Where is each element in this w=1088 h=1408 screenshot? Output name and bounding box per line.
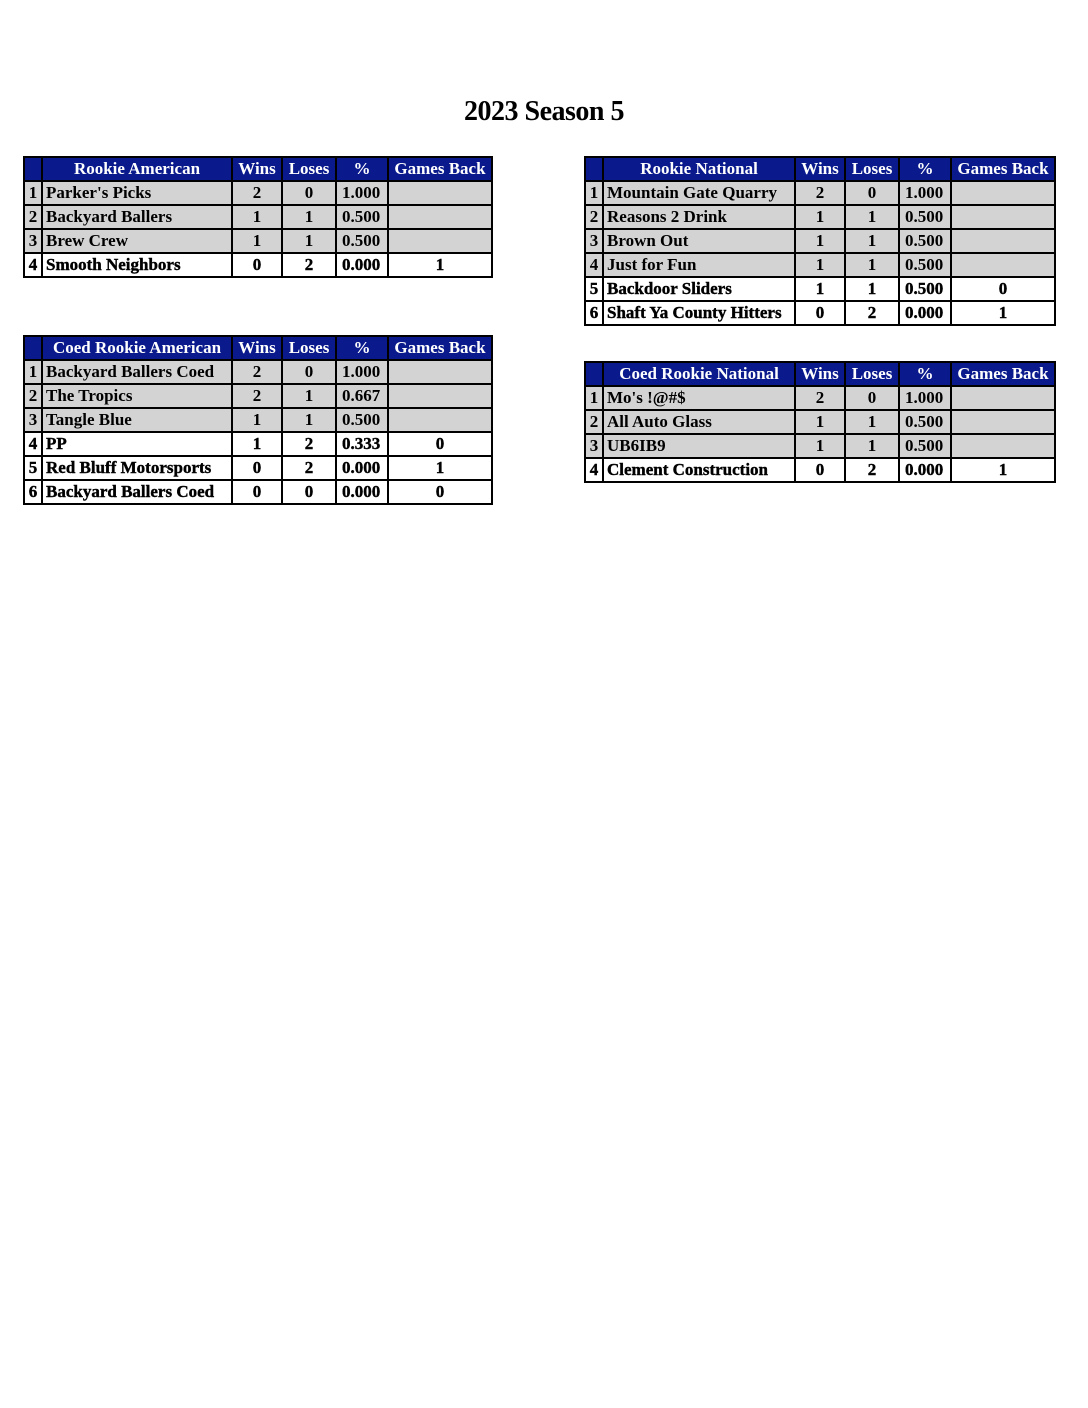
rank-cell: 2 [585, 205, 603, 229]
pct-cell: 0.500 [336, 408, 388, 432]
table-row [585, 434, 1055, 458]
loses-cell: 2 [282, 456, 336, 480]
rank-cell: 6 [24, 480, 42, 504]
pct-cell: 0.500 [899, 434, 951, 458]
wins-cell: 1 [795, 229, 845, 253]
rank-cell: 4 [24, 253, 42, 277]
table-row [585, 458, 1055, 482]
pct-cell: 0.500 [899, 410, 951, 434]
loses-cell: 1 [845, 277, 899, 301]
loses-cell: 0 [282, 181, 336, 205]
loses-cell: 1 [845, 229, 899, 253]
rank-cell: 2 [585, 410, 603, 434]
games-back-cell [951, 181, 1055, 205]
table-header-row [24, 336, 492, 360]
header-pct: % [336, 336, 388, 360]
wins-cell: 2 [232, 360, 282, 384]
loses-cell: 1 [845, 205, 899, 229]
header-rank [585, 362, 603, 386]
table-row [585, 253, 1055, 277]
rank-cell: 3 [24, 229, 42, 253]
table-row [24, 205, 492, 229]
games-back-cell [388, 384, 492, 408]
wins-cell: 1 [232, 229, 282, 253]
rank-cell: 3 [24, 408, 42, 432]
pct-cell: 0.000 [336, 456, 388, 480]
team-cell: Just for Fun [603, 253, 795, 277]
table-header-row [585, 362, 1055, 386]
team-cell: Red Bluff Motorsports [42, 456, 232, 480]
header-games-back: Games Back [951, 362, 1055, 386]
header-division: Coed Rookie National [603, 362, 795, 386]
header-division: Rookie American [42, 157, 232, 181]
wins-cell: 1 [795, 277, 845, 301]
header-games-back: Games Back [388, 336, 492, 360]
wins-cell: 0 [232, 456, 282, 480]
team-cell: Mountain Gate Quarry [603, 181, 795, 205]
wins-cell: 1 [795, 253, 845, 277]
team-cell: Smooth Neighbors [42, 253, 232, 277]
table-row [585, 386, 1055, 410]
table-row [24, 384, 492, 408]
loses-cell: 1 [282, 384, 336, 408]
games-back-cell [951, 410, 1055, 434]
loses-cell: 0 [282, 360, 336, 384]
games-back-cell [951, 434, 1055, 458]
wins-cell: 2 [795, 181, 845, 205]
team-cell: PP [42, 432, 232, 456]
games-back-cell [388, 181, 492, 205]
wins-cell: 1 [795, 410, 845, 434]
wins-cell: 0 [795, 458, 845, 482]
team-cell: Backyard Ballers [42, 205, 232, 229]
games-back-cell [951, 386, 1055, 410]
rookie-national-table [584, 156, 1056, 326]
loses-cell: 2 [282, 432, 336, 456]
team-cell: Mo's !@#$ [603, 386, 795, 410]
header-pct: % [336, 157, 388, 181]
header-division: Rookie National [603, 157, 795, 181]
table-row [585, 205, 1055, 229]
rank-cell: 3 [585, 229, 603, 253]
header-pct: % [899, 157, 951, 181]
games-back-cell: 0 [388, 432, 492, 456]
pct-cell: 0.000 [336, 253, 388, 277]
team-cell: Brew Crew [42, 229, 232, 253]
wins-cell: 0 [232, 253, 282, 277]
table-row [24, 181, 492, 205]
rank-cell: 1 [24, 181, 42, 205]
rank-cell: 5 [24, 456, 42, 480]
pct-cell: 0.500 [899, 253, 951, 277]
pct-cell: 0.500 [899, 229, 951, 253]
wins-cell: 1 [232, 408, 282, 432]
wins-cell: 0 [795, 301, 845, 325]
table-header-row [585, 157, 1055, 181]
wins-cell: 1 [232, 432, 282, 456]
loses-cell: 1 [282, 205, 336, 229]
header-pct: % [899, 362, 951, 386]
pct-cell: 0.000 [899, 458, 951, 482]
pct-cell: 0.500 [899, 205, 951, 229]
rank-cell: 6 [585, 301, 603, 325]
team-cell: Clement Construction [603, 458, 795, 482]
games-back-cell [388, 205, 492, 229]
loses-cell: 2 [845, 458, 899, 482]
wins-cell: 0 [232, 480, 282, 504]
team-cell: Backdoor Sliders [603, 277, 795, 301]
rank-cell: 1 [585, 181, 603, 205]
table-row [585, 301, 1055, 325]
team-cell: Backyard Ballers Coed [42, 480, 232, 504]
wins-cell: 1 [232, 205, 282, 229]
team-cell: Shaft Ya County Hitters [603, 301, 795, 325]
header-wins: Wins [232, 336, 282, 360]
games-back-cell [388, 229, 492, 253]
rookie-american-table [23, 156, 493, 278]
games-back-cell: 0 [388, 480, 492, 504]
pct-cell: 1.000 [899, 386, 951, 410]
header-loses: Loses [282, 157, 336, 181]
games-back-cell [388, 408, 492, 432]
table-row [24, 408, 492, 432]
team-cell: UB6IB9 [603, 434, 795, 458]
team-cell: Parker's Picks [42, 181, 232, 205]
team-cell: Reasons 2 Drink [603, 205, 795, 229]
pct-cell: 0.000 [899, 301, 951, 325]
wins-cell: 2 [232, 384, 282, 408]
rank-cell: 5 [585, 277, 603, 301]
games-back-cell [951, 229, 1055, 253]
team-cell: Tangle Blue [42, 408, 232, 432]
pct-cell: 1.000 [899, 181, 951, 205]
table-row [585, 410, 1055, 434]
games-back-cell [951, 205, 1055, 229]
page-title: 2023 Season 5 [464, 96, 624, 127]
header-loses: Loses [282, 336, 336, 360]
table-row [24, 432, 492, 456]
table-row [585, 181, 1055, 205]
games-back-cell [388, 360, 492, 384]
coed-rookie-national-table [584, 361, 1056, 483]
team-cell: The Tropics [42, 384, 232, 408]
rank-cell: 4 [24, 432, 42, 456]
games-back-cell: 1 [951, 301, 1055, 325]
pct-cell: 0.500 [336, 229, 388, 253]
wins-cell: 2 [795, 386, 845, 410]
team-cell: Backyard Ballers Coed [42, 360, 232, 384]
header-rank [24, 336, 42, 360]
header-division: Coed Rookie American [42, 336, 232, 360]
loses-cell: 1 [845, 410, 899, 434]
rank-cell: 2 [24, 384, 42, 408]
table-header-row [24, 157, 492, 181]
games-back-cell: 1 [388, 456, 492, 480]
header-wins: Wins [795, 157, 845, 181]
loses-cell: 0 [845, 181, 899, 205]
games-back-cell: 1 [388, 253, 492, 277]
rank-cell: 1 [585, 386, 603, 410]
table-row [585, 229, 1055, 253]
loses-cell: 1 [282, 408, 336, 432]
header-rank [585, 157, 603, 181]
pct-cell: 0.000 [336, 480, 388, 504]
coed-rookie-american-table [23, 335, 493, 505]
team-cell: All Auto Glass [603, 410, 795, 434]
table-row [24, 456, 492, 480]
loses-cell: 2 [282, 253, 336, 277]
games-back-cell: 0 [951, 277, 1055, 301]
team-cell: Brown Out [603, 229, 795, 253]
header-wins: Wins [795, 362, 845, 386]
header-games-back: Games Back [951, 157, 1055, 181]
table-row [24, 229, 492, 253]
table-row [585, 277, 1055, 301]
rank-cell: 4 [585, 458, 603, 482]
rank-cell: 1 [24, 360, 42, 384]
loses-cell: 1 [282, 229, 336, 253]
games-back-cell: 1 [951, 458, 1055, 482]
header-loses: Loses [845, 157, 899, 181]
rank-cell: 4 [585, 253, 603, 277]
loses-cell: 1 [845, 434, 899, 458]
loses-cell: 0 [282, 480, 336, 504]
loses-cell: 2 [845, 301, 899, 325]
table-row [24, 480, 492, 504]
header-loses: Loses [845, 362, 899, 386]
table-row [24, 253, 492, 277]
pct-cell: 0.500 [899, 277, 951, 301]
header-rank [24, 157, 42, 181]
wins-cell: 1 [795, 434, 845, 458]
rank-cell: 3 [585, 434, 603, 458]
pct-cell: 1.000 [336, 181, 388, 205]
header-games-back: Games Back [388, 157, 492, 181]
pct-cell: 0.667 [336, 384, 388, 408]
pct-cell: 0.500 [336, 205, 388, 229]
table-row [24, 360, 492, 384]
rank-cell: 2 [24, 205, 42, 229]
pct-cell: 0.333 [336, 432, 388, 456]
pct-cell: 1.000 [336, 360, 388, 384]
wins-cell: 2 [232, 181, 282, 205]
loses-cell: 1 [845, 253, 899, 277]
games-back-cell [951, 253, 1055, 277]
wins-cell: 1 [795, 205, 845, 229]
header-wins: Wins [232, 157, 282, 181]
loses-cell: 0 [845, 386, 899, 410]
